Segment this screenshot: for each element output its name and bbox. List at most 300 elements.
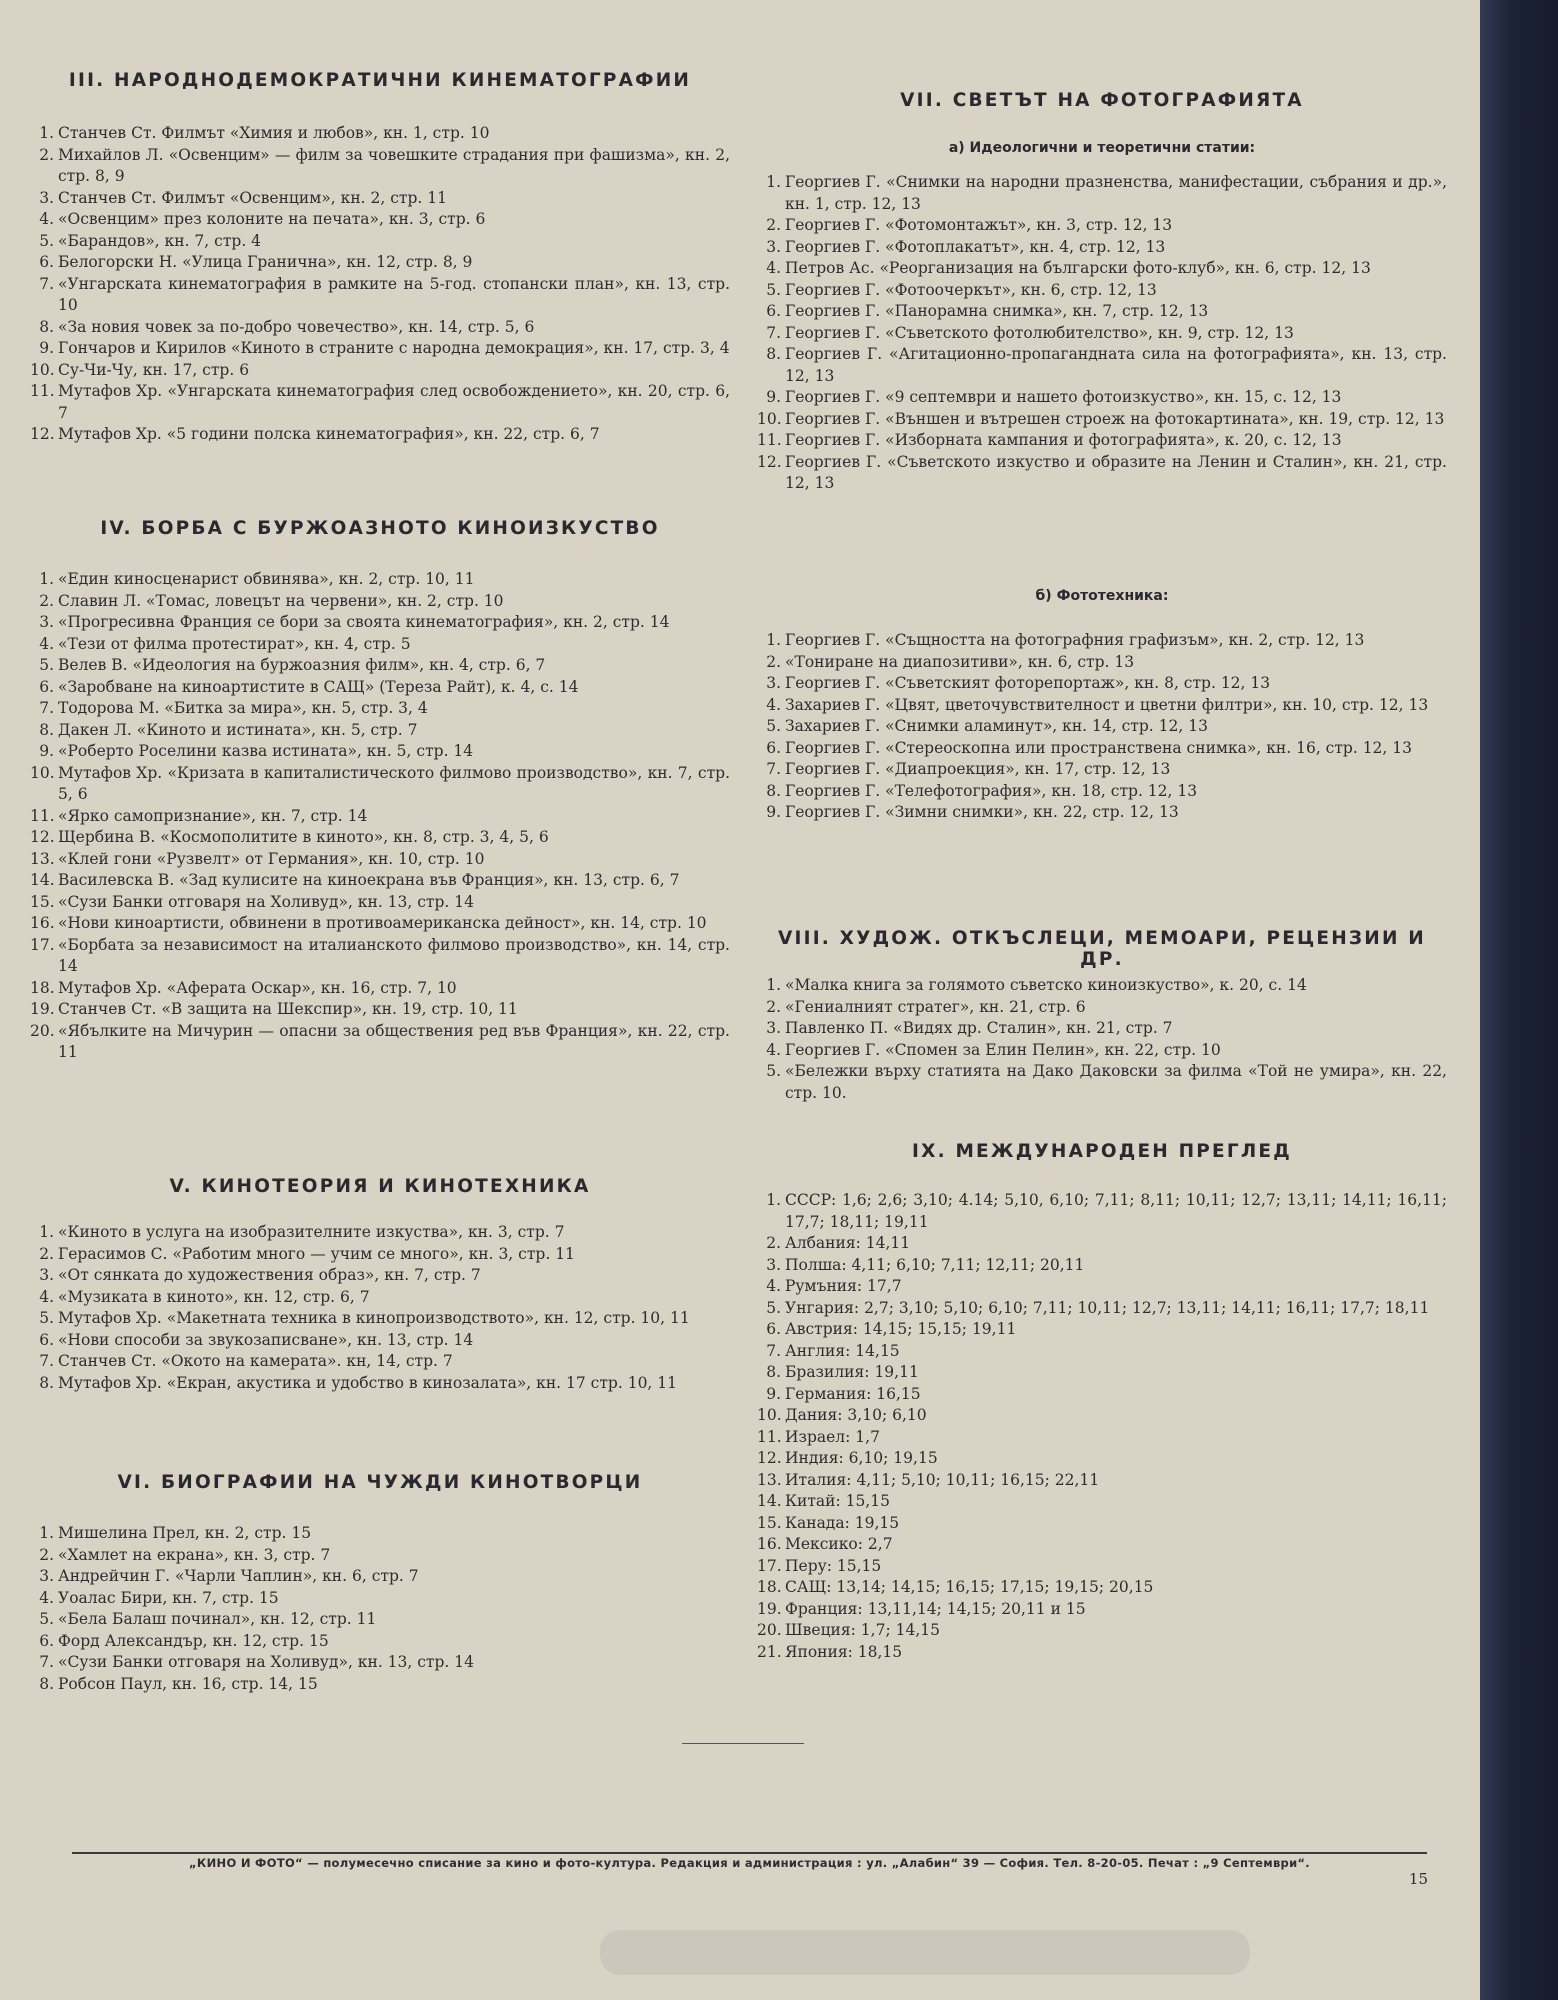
item-number: 3. [766,237,781,256]
item-number: 2. [39,1545,54,1564]
item-text: Георгиев Г. «Спомен за Елин Пелин», кн. 22, стр. 10 [785,1040,1221,1059]
list-item [30,188,730,210]
item-text: «Бележки върху статията на Дако Даковски за филма «Той не умира», кн. 22, стр. 10. [785,1062,1447,1102]
item-number: 5. [766,280,781,299]
list-item [757,1190,1447,1233]
subsection-title-b: б) Фототехника: [1035,588,1169,604]
item-number: 6. [39,1631,54,1650]
list-item [757,452,1447,495]
list-item [757,1061,1447,1104]
list-item [757,1405,1447,1427]
item-text: Белогорски Н. «Улица Гранична», кн. 12, стр. 8, 9 [58,253,473,271]
item-text: «Прогресивна Франция се бори за своята кинематография», кн. 2, стр. 14 [58,613,670,631]
item-text: Станчев Ст. Филмът «Химия и любов», кн. 1, стр. 10 [58,124,490,142]
item-text: Павленко П. «Видях др. Сталин», кн. 21, стр. 7 [785,1019,1173,1037]
list-item [757,716,1447,738]
item-number: 2. [766,997,781,1016]
item-number: 5. [39,231,54,250]
list-item [30,741,730,763]
item-text: «Нови способи за звукозаписване», кн. 13, стр. 14 [58,1330,474,1349]
item-text: Георгиев Г. «Зимни снимки», кн. 22, стр. 12, 13 [785,803,1179,821]
item-text: Герасимов С. «Работим много — учим се много», кн. 3, стр. 11 [58,1244,575,1263]
item-number: 8. [766,345,781,363]
section-title-ix: IX. МЕЖДУНАРОДЕН ПРЕГЛЕД [912,1141,1292,1162]
item-number: 11. [757,1427,782,1446]
item-number: 4. [39,634,54,653]
list-item [757,237,1447,259]
imprint-footer: „КИНО И ФОТО“ — полумесечно списание за кино и фото-култура. Редакция и администрация : ул. „Алабин“ 39 — София. Тел. 8-20-05. Печат : „9 Септември“. [189,1856,1310,1870]
item-number: 4. [766,259,781,277]
list-item [30,1588,730,1610]
list-item [757,258,1447,280]
item-number: 3. [39,1266,54,1284]
item-number: 2. [766,1234,781,1252]
item-number: 3. [39,188,54,207]
item-number: 7. [39,274,54,293]
item-number: 7. [39,1653,54,1671]
list-item [30,763,730,806]
item-number: 3. [39,613,54,631]
item-number: 11. [757,431,782,449]
item-text: «Хамлет на екрана», кн. 3, стр. 7 [58,1545,331,1564]
item-text: Щербина В. «Космополитите в киното», кн. 8, стр. 3, 4, 5, 6 [58,828,549,846]
item-number: 6. [39,253,54,271]
list-item [30,1265,730,1287]
item-number: 3. [766,1255,781,1274]
item-text: САЩ: 13,14; 14,15; 16,15; 17,15; 19,15; 20,15 [785,1578,1154,1596]
list-item [30,677,730,699]
item-text: «Клей гони «Рузвелт» от Германия», кн. 10, стр. 10 [58,849,485,868]
item-number: 18. [30,978,55,997]
item-text: Мутафов Хр. «Кризата в капиталистическото филмово производство», кн. 7, стр. 5, 6 [58,763,730,803]
list-item [30,999,730,1021]
item-text: Велев В. «Идеология на буржоазния филм», кн. 4, стр. 6, 7 [58,656,546,674]
list-item [757,652,1447,674]
item-text: «Роберто Роселини казва истината», кн. 5, стр. 14 [58,742,474,760]
list-item [30,231,730,253]
item-text: Станчев Ст. «В защита на Шекспир», кн. 19, стр. 10, 11 [58,1000,518,1018]
item-text: «Тези от филма протестират», кн. 4, стр. 5 [58,634,411,653]
item-text: Индия: 6,10; 19,15 [785,1449,938,1467]
item-text: «Един киносценарист обвинява», кн. 2, стр. 10, 11 [58,570,475,588]
item-number: 3. [766,1019,781,1037]
item-number: 8. [766,1363,781,1381]
list-item [30,123,730,145]
item-text: Албания: 14,11 [785,1234,911,1252]
item-text: Гончаров и Кирилов «Киното в страните с народна демокрация», кн. 17, стр. 3, 4 [58,339,730,357]
item-text: Канада: 19,15 [785,1513,900,1532]
item-number: 10. [30,360,55,379]
item-text: Мутафов Хр. «Екран, акустика и удобство в кинозалата», кн. 17 стр. 10, 11 [58,1373,678,1392]
list-item [757,673,1447,695]
list-item [30,1244,730,1266]
item-text: Георгиев Г. «Диапроекция», кн. 17, стр. 12, 13 [785,760,1171,778]
item-text: Станчев Ст. Филмът «Освенцим», кн. 2, стр. 11 [58,188,447,207]
item-number: 4. [766,1277,781,1295]
list-item [30,720,730,742]
section-ix-list [757,1190,1447,1663]
item-number: 13. [30,849,55,868]
item-number: 18. [757,1578,782,1596]
list-item [757,344,1447,387]
section-title-v: V. КИНОТЕОРИЯ И КИНОТЕХНИКА [169,1176,591,1197]
item-text: СССР: 1,6; 2,6; 3,10; 4.14; 5,10, 6,10; 7,11; 8,11; 10,11; 12,7; 13,11; 14,11; 16,11; 17,7; 18,11; 19,11 [785,1191,1447,1231]
item-number: 2. [766,652,781,671]
binding-edge [1480,0,1558,2000]
item-number: 17. [757,1556,782,1575]
item-text: Уоалас Бири, кн. 7, стр. 15 [58,1588,279,1607]
item-text: «Гениалният стратег», кн. 21, стр. 6 [785,997,1086,1016]
item-number: 9. [39,742,54,760]
item-text: «Тониране на диапозитиви», кн. 6, стр. 13 [785,652,1135,671]
list-item [30,892,730,914]
item-text: Георгиев Г. «Телефотография», кн. 18, стр. 12, 13 [785,781,1198,800]
item-text: Унгария: 2,7; 3,10; 5,10; 6,10; 7,11; 10,11; 12,7; 13,11; 14,11; 16,11; 17,7; 18,11 [785,1298,1430,1317]
item-text: Мутафов Хр. «Макетната техника в кинопроизводството», кн. 12, стр. 10, 11 [58,1309,690,1327]
item-number: 10. [757,1406,782,1424]
list-item [30,978,730,1000]
list-item [757,1427,1447,1449]
list-item [30,591,730,613]
list-item [757,738,1447,760]
list-item [30,569,730,591]
item-text: «Сузи Банки отговаря на Холивуд», кн. 13, стр. 14 [58,1653,475,1671]
item-number: 12. [757,452,782,471]
list-item [757,1362,1447,1384]
footer-rule [72,1852,1427,1854]
list-item [30,870,730,892]
item-text: «За новия човек за по-добро човечество», кн. 14, стр. 5, 6 [58,317,535,336]
section-iii-list [30,123,730,446]
item-text: Перу: 15,15 [785,1556,882,1575]
item-number: 9. [766,803,781,821]
item-text: «Борбата за независимост на италианското филмово производство», кн. 14, стр. 14 [58,935,730,975]
item-text: Италия: 4,11; 5,10; 10,11; 16,15; 22,11 [785,1470,1100,1489]
list-item [30,1287,730,1309]
list-item [757,409,1447,431]
item-number: 5. [766,1062,781,1080]
item-text: Георгиев Г. «Снимки на народни празненства, манифестации, събрания и др.», кн. 1, стр. 12, 13 [785,173,1447,213]
list-item [30,1373,730,1395]
list-item [757,759,1447,781]
list-item [757,1577,1447,1599]
item-number: 6. [766,738,781,757]
item-text: Япония: 18,15 [785,1642,903,1661]
item-text: Англия: 14,15 [785,1341,900,1360]
item-text: Захариев Г. «Цвят, цветочувствителност и цветни филтри», кн. 10, стр. 12, 13 [785,695,1429,714]
item-number: 8. [39,317,54,336]
item-number: 1. [39,1524,54,1542]
list-item [757,630,1447,652]
list-item [757,1384,1447,1406]
item-text: Василевска В. «Зад кулисите на киноекрана във Франция», кн. 13, стр. 6, 7 [58,871,680,889]
list-item [30,827,730,849]
list-item [30,634,730,656]
item-number: 1. [39,1223,54,1241]
section-vii-a-list [757,172,1447,495]
item-number: 5. [766,1298,781,1317]
page-number: 15 [1408,1870,1428,1888]
item-number: 11. [30,806,55,825]
item-text: Австрия: 14,15; 15,15; 19,11 [785,1320,1017,1338]
item-number: 6. [39,1330,54,1349]
list-item [30,317,730,339]
item-text: «Унгарската кинематография в рамките на 5-год. стопански план», кн. 13, стр. 10 [58,274,730,314]
list-item [757,301,1447,323]
item-number: 3. [39,1567,54,1585]
item-text: Захариев Г. «Снимки аламинут», кн. 14, стр. 12, 13 [785,717,1208,735]
list-item [30,1523,730,1545]
item-text: «Нови киноартисти, обвинени в противоамериканска дейност», кн. 14, стр. 10 [58,914,707,932]
list-item [30,1545,730,1567]
item-text: Робсон Паул, кн. 16, стр. 14, 15 [58,1674,318,1693]
list-item [30,360,730,382]
item-text: Георгиев Г. «Съветският фоторепортаж», кн. 8, стр. 12, 13 [785,674,1271,692]
item-text: Станчев Ст. «Окото на камерата». кн, 14, стр. 7 [58,1352,453,1370]
item-number: 10. [757,409,782,428]
list-item [757,975,1447,997]
item-text: «Малка книга за голямото съветско киноизкуство», к. 20, с. 14 [785,976,1307,994]
item-number: 20. [757,1621,782,1639]
item-number: 5. [39,1309,54,1327]
section-title-vi: VI. БИОГРАФИИ НА ЧУЖДИ КИНОТВОРЦИ [117,1472,643,1493]
item-text: «Ярко самопризнание», кн. 7, стр. 14 [58,806,368,825]
section-v-list [30,1222,730,1394]
list-item [757,1018,1447,1040]
item-number: 10. [30,763,55,782]
item-number: 4. [39,210,54,228]
item-text: «Музиката в киното», кн. 12, стр. 6, 7 [58,1287,370,1306]
item-number: 9. [766,388,781,406]
list-item [757,1341,1447,1363]
list-item [30,698,730,720]
item-text: Мексико: 2,7 [785,1535,893,1553]
list-item [757,1448,1447,1470]
list-item [757,1620,1447,1642]
item-text: «Ябълките на Мичурин — опасни за обществения ред във Франция», кн. 22, стр. 11 [58,1021,730,1061]
item-number: 1. [766,631,781,649]
item-text: Мутафов Хр. «Унгарската кинематография след освобождението», кн. 20, стр. 6, 7 [58,382,730,422]
item-number: 5. [39,656,54,674]
item-number: 9. [39,339,54,357]
item-number: 8. [39,1373,54,1392]
list-item [757,323,1447,345]
list-item [757,1599,1447,1621]
list-item [757,1513,1447,1535]
item-number: 4. [766,1040,781,1059]
item-number: 2. [39,591,54,610]
item-text: Георгиев Г. «Фотоочеркът», кн. 6, стр. 12, 13 [785,280,1157,299]
list-item [757,781,1447,803]
item-text: «Освенцим» през колоните на печата», кн. 3, стр. 6 [58,210,486,228]
item-text: Швеция: 1,7; 14,15 [785,1621,940,1639]
item-number: 9. [766,1384,781,1403]
item-text: Георгиев Г. «Фотомонтажът», кн. 3, стр. 12, 13 [785,216,1173,234]
item-number: 5. [766,717,781,735]
item-text: Тодорова М. «Битка за мира», кн. 5, стр. 3, 4 [58,699,428,717]
item-number: 6. [766,1320,781,1338]
item-number: 19. [30,1000,55,1018]
item-number: 7. [766,760,781,778]
list-item [30,381,730,424]
list-item [757,215,1447,237]
list-item [757,1556,1447,1578]
item-number: 17. [30,935,55,954]
item-text: Георгиев Г. «Стереоскопна или пространствена снимка», кн. 16, стр. 12, 13 [785,738,1413,757]
list-item [757,802,1447,824]
list-item [757,1642,1447,1664]
item-text: Георгиев Г. «Същността на фотографния графизъм», кн. 2, стр. 12, 13 [785,631,1365,649]
item-number: 7. [766,1341,781,1360]
section-viii-list [757,975,1447,1104]
show-through-smudge [600,1930,1250,1975]
list-item [757,1233,1447,1255]
list-item [757,1298,1447,1320]
list-item [30,1631,730,1653]
list-item [30,1566,730,1588]
section-vii-b-list [757,630,1447,824]
item-number: 8. [766,781,781,800]
list-item [30,935,730,978]
item-text: Петров Ас. «Реорганизация на български фото-клуб», кн. 6, стр. 12, 13 [785,259,1371,277]
item-number: 11. [30,382,55,400]
item-text: Полша: 4,11; 6,10; 7,11; 12,11; 20,11 [785,1255,1085,1274]
item-number: 7. [39,699,54,717]
item-number: 6. [39,677,54,696]
item-text: Дакен Л. «Киното и истината», кн. 5, стр. 7 [58,720,418,739]
list-item [757,1319,1447,1341]
list-item [30,1351,730,1373]
item-number: 8. [39,720,54,739]
list-item [30,424,730,446]
list-item [30,1308,730,1330]
list-item [757,997,1447,1019]
item-text: Георгиев Г. «Съветското фотолюбителство», кн. 9, стр. 12, 13 [785,323,1294,342]
item-number: 1. [766,1191,781,1209]
item-text: «От сянката до художествения образ», кн. 7, стр. 7 [58,1266,481,1284]
subsection-title-a: а) Идеологични и теоретични статии: [948,140,1256,156]
section-title-vii: VII. СВЕТЪТ НА ФОТОГРАФИЯТА [900,90,1304,111]
item-number: 12. [30,425,55,443]
item-text: Израел: 1,7 [785,1427,880,1446]
item-text: Андрейчин Г. «Чарли Чаплин», кн. 6, стр. 7 [58,1567,419,1585]
list-item [30,655,730,677]
item-number: 20. [30,1021,55,1040]
item-number: 1. [766,976,781,994]
list-item [30,338,730,360]
list-item [757,172,1447,215]
section-iv-list [30,569,730,1064]
item-text: Георгиев Г. «Агитационно-пропагандната сила на фотографията», кн. 13, стр. 12, 13 [785,345,1447,385]
list-item [30,252,730,274]
separator-rule [682,1743,804,1744]
item-text: Франция: 13,11,14; 14,15; 20,11 и 15 [785,1599,1086,1618]
item-text: Германия: 16,15 [785,1384,921,1403]
section-vi-list [30,1523,730,1695]
item-number: 16. [30,914,55,932]
list-item [30,274,730,317]
item-number: 1. [766,173,781,191]
item-number: 2. [766,216,781,234]
section-title-viii: VIII. ХУДОЖ. ОТКЪСЛЕЦИ, МЕМОАРИ, РЕЦЕНЗИИ И ДР. [778,928,1426,970]
list-item [757,430,1447,452]
item-text: Мутафов Хр. «5 години полска кинематография», кн. 22, стр. 6, 7 [58,425,600,443]
item-text: Дания: 3,10; 6,10 [785,1406,927,1424]
section-title-iv: IV. БОРБА С БУРЖОАЗНОТО КИНОИЗКУСТВО [100,518,660,539]
item-number: 16. [757,1535,782,1553]
item-text: «Киното в услуга на изобразителните изкуства», кн. 3, стр. 7 [58,1223,565,1241]
item-text: Мишелина Прел, кн. 2, стр. 15 [58,1524,312,1542]
list-item [30,1330,730,1352]
item-text: Китай: 15,15 [785,1492,890,1510]
item-number: 12. [30,828,55,846]
list-item [30,145,730,188]
list-item [757,695,1447,717]
list-item [757,280,1447,302]
item-number: 13. [757,1470,782,1489]
item-number: 2. [39,1244,54,1263]
item-number: 15. [30,892,55,911]
item-number: 6. [766,302,781,320]
list-item [30,1021,730,1064]
list-item [30,1222,730,1244]
item-text: Форд Александър, кн. 12, стр. 15 [58,1631,329,1650]
item-number: 14. [30,871,55,889]
list-item [30,1652,730,1674]
item-number: 7. [39,1352,54,1370]
item-text: Георгиев Г. «Изборната кампания и фотографията», к. 20, с. 12, 13 [785,431,1342,449]
list-item [757,1491,1447,1513]
item-number: 8. [39,1674,54,1693]
list-item [30,1674,730,1696]
item-text: Георгиев Г. «Фотоплакатът», кн. 4, стр. 12, 13 [785,237,1166,256]
item-number: 5. [39,1610,54,1628]
item-number: 7. [766,323,781,342]
item-number: 3. [766,674,781,692]
list-item [30,209,730,231]
item-text: Георгиев Г. «Външен и вътрешен строеж на фотокартината», кн. 19, стр. 12, 13 [785,409,1445,428]
item-number: 1. [39,570,54,588]
item-text: «Барандов», кн. 7, стр. 4 [58,231,262,250]
item-number: 19. [757,1599,782,1618]
item-text: «Сузи Банки отговаря на Холивуд», кн. 13, стр. 14 [58,892,475,911]
item-number: 14. [757,1492,782,1510]
item-number: 4. [39,1287,54,1306]
list-item [757,387,1447,409]
item-number: 21. [757,1642,782,1661]
list-item [30,612,730,634]
list-item [30,913,730,935]
list-item [757,1040,1447,1062]
item-text: Георгиев Г. «Панорамна снимка», кн. 7, стр. 12, 13 [785,302,1209,320]
item-number: 12. [757,1449,782,1467]
item-number: 2. [39,145,54,164]
list-item [30,849,730,871]
list-item [30,806,730,828]
list-item [757,1255,1447,1277]
list-item [757,1276,1447,1298]
item-text: Румъния: 17,7 [785,1277,902,1295]
item-text: Славин Л. «Томас, ловецът на червени», кн. 2, стр. 10 [58,591,504,610]
item-text: Бразилия: 19,11 [785,1363,919,1381]
list-item [757,1470,1447,1492]
list-item [757,1534,1447,1556]
item-number: 1. [39,124,54,142]
section-title-iii: III. НАРОДНОДЕМОКРАТИЧНИ КИНЕМАТОГРАФИИ [68,70,692,91]
item-text: Георгиев Г. «9 септември и нашето фотоизкуство», кн. 15, с. 12, 13 [785,388,1342,406]
item-number: 4. [39,1588,54,1607]
item-text: «Заробване на киноартистите в САЩ» (Тереза Райт), к. 4, с. 14 [58,677,579,696]
